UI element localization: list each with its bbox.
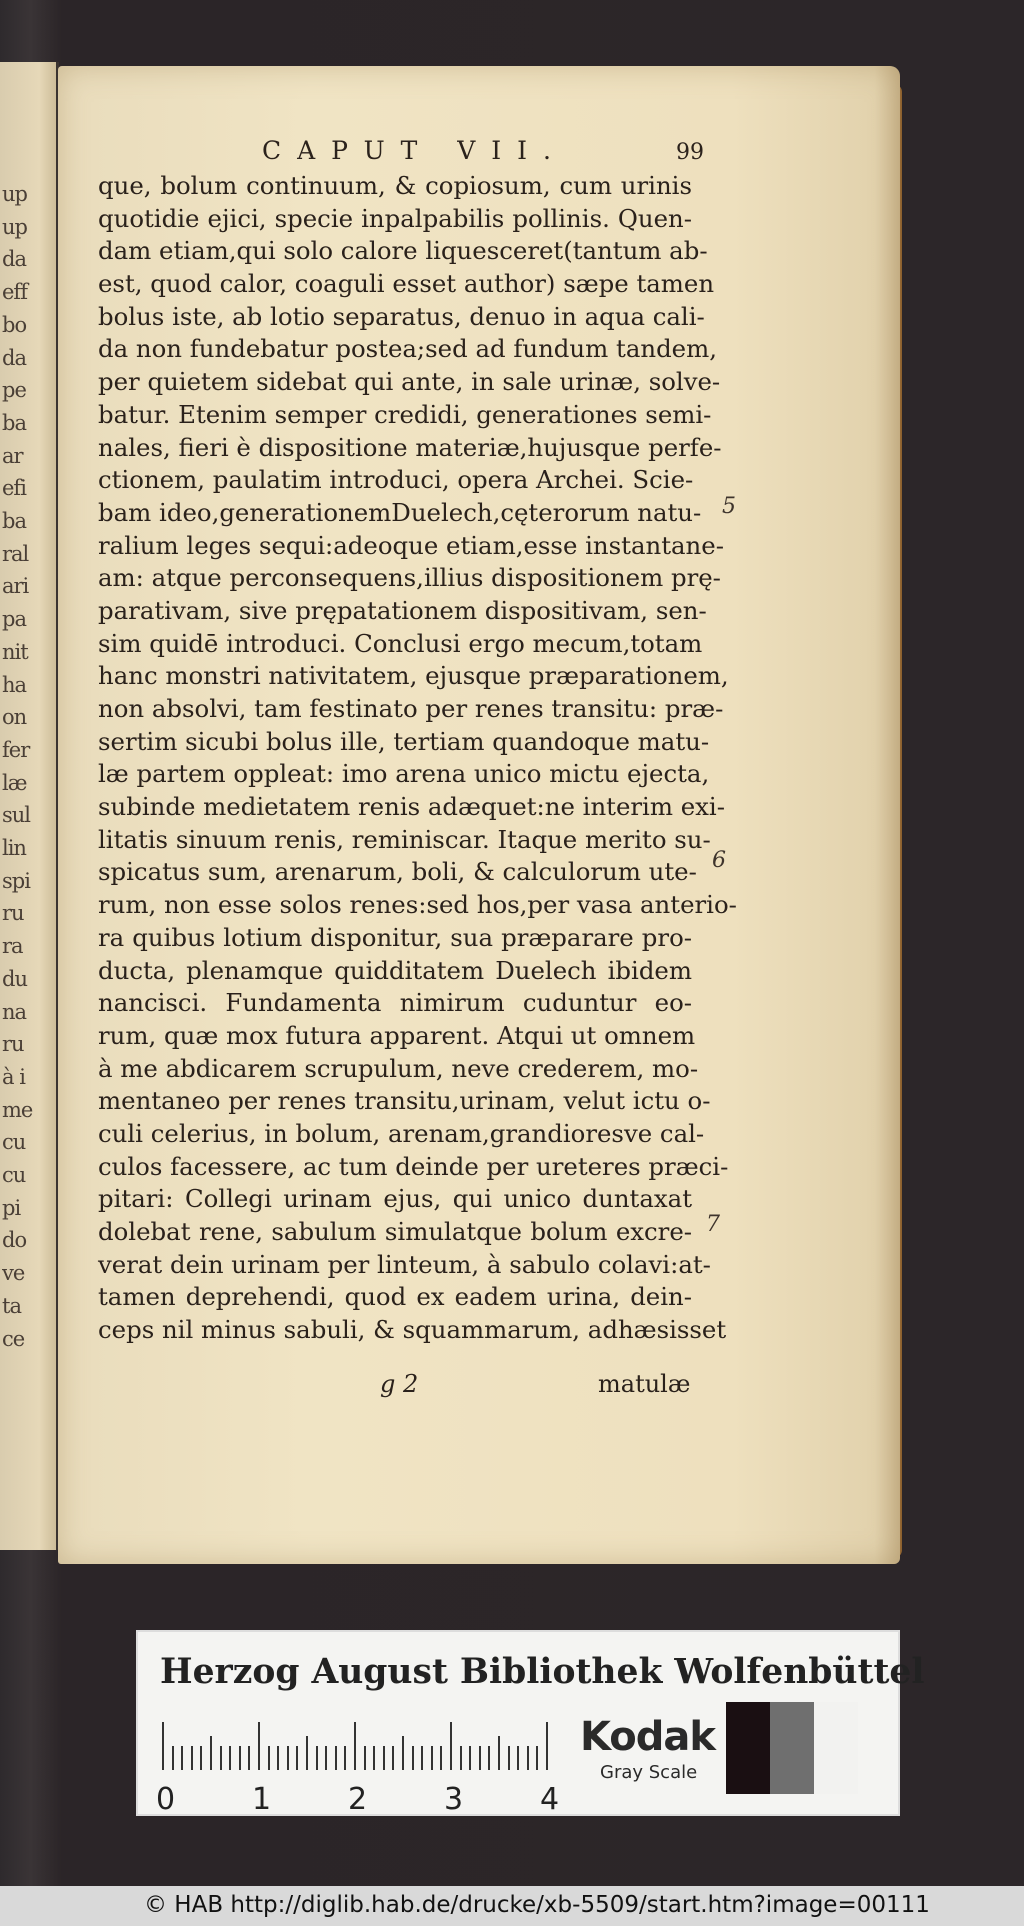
ruler-label: 3 — [444, 1782, 464, 1817]
text-line: ducta, plenamque quidditatem Duelech ibidem — [98, 955, 692, 985]
facing-page-fragment: du — [2, 966, 27, 991]
ruler-label: 2 — [348, 1782, 368, 1817]
text-line: culos facessere, ac tum deinde per ureteres præci- — [98, 1151, 729, 1181]
swatch-white — [814, 1702, 858, 1794]
margin-number: 6 — [712, 848, 726, 873]
facing-page-fragment: da — [2, 247, 26, 272]
running-header: CAPUT VII. — [262, 136, 568, 165]
ruler-tick — [335, 1746, 337, 1770]
text-line: pitari: Collegi urinam ejus, qui unico duntaxat — [98, 1184, 692, 1214]
facing-page-fragment: ve — [2, 1261, 25, 1286]
text-line: spicatus sum, arenarum, boli, & calculorum ute- — [98, 857, 697, 887]
kodak-logo: Kodak — [580, 1714, 715, 1760]
ruler-tick — [316, 1746, 318, 1770]
ruler-tick — [277, 1746, 279, 1770]
facing-page-fragment: da — [2, 345, 26, 370]
facing-page-fragment: eff — [2, 280, 27, 305]
facing-page-fragment: up — [2, 182, 27, 206]
facing-page-fragment: ra — [2, 934, 23, 959]
facing-page-fragment: do — [2, 1228, 27, 1253]
text-line: parativam, sive prępatationem dispositivam, sen- — [98, 595, 707, 625]
ruler-tick — [344, 1746, 346, 1770]
ruler-tick — [364, 1746, 366, 1770]
library-name: Herzog August Bibliothek Wolfenbüttel — [160, 1652, 925, 1692]
text-line: ralium leges sequi:adeoque etiam,esse instantane- — [98, 530, 724, 560]
facing-page-fragment: sul — [2, 803, 31, 828]
text-line: que, bolum continuum, & copiosum, cum urinis — [98, 171, 692, 200]
facing-page-fragment: pa — [2, 607, 26, 632]
ruler-tick — [460, 1746, 462, 1770]
ruler-tick — [440, 1746, 442, 1770]
facing-page-fragment: ral — [2, 541, 29, 566]
color-calibration-card — [136, 1630, 925, 1817]
text-line: nancisci. Fundamenta nimirum cuduntur eo- — [98, 988, 692, 1018]
ruler-tick — [248, 1746, 250, 1770]
facing-page-fragment: cu — [2, 1163, 26, 1187]
ruler-tick — [373, 1746, 375, 1770]
facing-page-fragment: na — [2, 999, 27, 1024]
ruler-tick — [546, 1722, 548, 1770]
text-line: culi celerius, in bolum, arenam,grandioresve cal- — [98, 1118, 705, 1148]
facing-page-edge — [0, 62, 59, 1550]
facing-page-fragment: ta — [2, 1293, 21, 1318]
facing-page-fragment: nit — [2, 639, 28, 664]
facing-page-fragment: on — [2, 705, 27, 730]
text-line: est, quod calor, coaguli esset author) sæpe tamen — [98, 269, 715, 299]
text-line: rum, non esse solos renes:sed hos,per vasa anterio- — [98, 890, 737, 920]
facing-page-fragment: ba — [2, 509, 26, 533]
text-line: à me abdicarem scrupulum, neve crederem, mo- — [98, 1053, 699, 1083]
ruler-tick — [536, 1746, 538, 1770]
text-line: bolus iste, ab lotio separatus, denuo in aqua cali- — [98, 301, 705, 331]
ruler-tick — [498, 1736, 500, 1770]
ruler-label: 1 — [252, 1782, 272, 1817]
ruler-tick — [354, 1722, 356, 1770]
facing-page-fragment: pe — [2, 378, 26, 403]
text-line: litatis sinuum renis, reminiscar. Itaque merito su- — [98, 824, 711, 854]
facing-page-fragment: læ — [2, 770, 27, 795]
facing-page-fragment: efi — [2, 476, 26, 501]
text-line: tamen deprehendi, quod ex eadem urina, dein- — [98, 1282, 692, 1312]
facing-page-fragment: bo — [2, 312, 27, 337]
facing-page-fragment: ce — [2, 1326, 25, 1351]
text-line: am: atque perconsequens,illius dispositionem prę- — [98, 563, 721, 593]
ruler-label: 0 — [156, 1782, 176, 1817]
text-line: ctionem, paulatim introduci, opera Archei. Scie- — [98, 465, 694, 495]
signature-mark: g 2 — [380, 1370, 419, 1398]
text-line: sertim sicubi bolus ille, tertiam quandoque matu- — [98, 726, 710, 756]
text-line: verat dein urinam per linteum, à sabulo colavi:at- — [98, 1249, 711, 1279]
facing-page-fragment: me — [2, 1097, 33, 1122]
text-line: hanc monstri nativitatem, ejusque præparationem, — [98, 661, 729, 691]
text-line: mentaneo per renes transitu,urinam, velut ictu o- — [98, 1086, 711, 1116]
swatch-black — [726, 1702, 770, 1794]
text-line: sim quidē introduci. Conclusi ergo mecum,totam — [98, 628, 703, 658]
ruler-tick — [450, 1722, 452, 1770]
text-line: subinde medietatem renis adæquet:ne interim exi- — [98, 792, 725, 822]
ruler-tick — [296, 1746, 298, 1770]
page-number: 99 — [676, 140, 704, 165]
text-line: læ partem oppleat: imo arena unico mictu ejecta, — [98, 759, 710, 789]
ruler-tick — [402, 1736, 404, 1770]
ruler-tick — [162, 1722, 164, 1770]
ruler-tick — [306, 1736, 308, 1770]
ruler-tick — [287, 1746, 289, 1770]
ruler-tick — [431, 1746, 433, 1770]
facing-page-fragment: ha — [2, 672, 27, 697]
text-line: rum, quæ mox futura apparent. Atqui ut omnem — [98, 1020, 696, 1050]
text-line: per quietem sidebat qui ante, in sale urinæ, solve- — [98, 367, 721, 397]
facing-page-fragment: up — [2, 214, 27, 239]
text-line: ra quibus lotium disponitur, sua præparare pro- — [98, 922, 692, 952]
swatch-gray — [770, 1702, 814, 1794]
ruler-tick — [258, 1722, 260, 1770]
ruler-tick — [191, 1746, 193, 1770]
ruler-tick — [172, 1746, 174, 1770]
ruler-tick — [469, 1746, 471, 1770]
gray-scale-label: Gray Scale — [600, 1762, 698, 1783]
facing-page-fragment: spi — [2, 868, 30, 893]
ruler-tick — [488, 1746, 490, 1770]
ruler-tick — [239, 1746, 241, 1770]
facing-page-fragment: pi — [2, 1195, 21, 1220]
facing-page-fragment: ari — [2, 574, 29, 599]
ruler-tick — [479, 1746, 481, 1770]
facing-page-fragment: ru — [2, 1032, 24, 1057]
text-line: dam etiam,qui solo calore liquesceret(tantum ab- — [98, 236, 708, 266]
facing-page-fragment: lin — [2, 836, 26, 860]
ruler-label: 4 — [540, 1782, 560, 1817]
facing-page-fragment: à i — [2, 1064, 25, 1089]
text-line: dolebat rene, sabulum simulatque bolum excre- — [98, 1217, 692, 1246]
text-line: nales, fieri è dispositione materiæ,hujusque perfe- — [98, 432, 722, 462]
facing-page-fragment: ar — [2, 443, 23, 468]
ruler-tick — [210, 1736, 212, 1770]
copyright-url: © HAB http://diglib.hab.de/drucke/xb-5509/start.htm?image=00111 — [144, 1892, 930, 1918]
facing-page-fragment: fer — [2, 737, 30, 762]
measurement-ruler — [162, 1720, 552, 1770]
ruler-tick — [181, 1746, 183, 1770]
ruler-tick — [200, 1746, 202, 1770]
text-line: quotidie ejici, specie inpalpabilis pollinis. Quen- — [98, 203, 692, 233]
ruler-tick — [392, 1746, 394, 1770]
body-text — [98, 170, 737, 1347]
ruler-tick — [421, 1746, 423, 1770]
ruler-tick — [229, 1746, 231, 1770]
margin-number: 5 — [722, 494, 736, 519]
facing-page-fragment: cu — [2, 1130, 26, 1155]
text-line: non absolvi, tam festinato per renes transitu: præ- — [98, 694, 724, 723]
ruler-tick — [508, 1746, 510, 1770]
ruler-tick — [383, 1746, 385, 1770]
facing-page-fragment: ru — [2, 901, 24, 926]
text-line: da non fundebatur postea;sed ad fundum tandem, — [98, 334, 717, 364]
margin-number: 7 — [706, 1212, 720, 1237]
catchword: matulæ — [598, 1370, 691, 1398]
facing-page-fragment: ba — [2, 410, 26, 435]
ruler-tick — [220, 1746, 222, 1770]
ruler-tick — [527, 1746, 529, 1770]
ruler-tick — [325, 1746, 327, 1770]
text-line: bam ideo,generationemDuelech,cęterorum natu- — [98, 497, 702, 527]
ruler-tick — [268, 1746, 270, 1770]
text-line: batur. Etenim semper credidi, generationes semi- — [98, 399, 712, 429]
ruler-tick — [412, 1746, 414, 1770]
footer-bar — [0, 1886, 1024, 1926]
text-line: ceps nil minus sabuli, & squammarum, adhæsisset — [98, 1315, 727, 1345]
ruler-tick — [517, 1746, 519, 1770]
